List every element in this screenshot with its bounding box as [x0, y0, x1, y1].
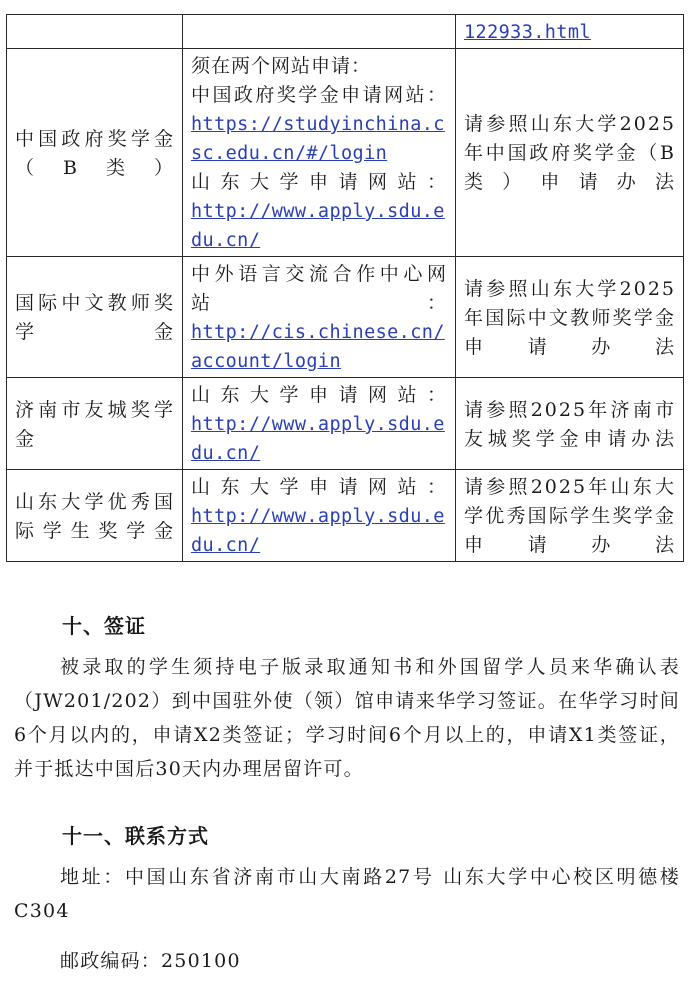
table-cell — [456, 15, 684, 49]
note-text: 请参照2025年山东大学优秀国际学生奖学金申请办法 — [464, 476, 676, 556]
table-row — [7, 49, 684, 257]
application-link[interactable]: 122933.html — [464, 22, 591, 43]
contact-heading: 十一、联系方式 — [62, 824, 209, 848]
address-text: 地址：中国山东省济南市山大南路27号 山东大学中心校区明德楼C304 — [14, 866, 680, 922]
note-text: 请参照2025年济南市友城奖学金申请办法 — [464, 398, 676, 450]
visa-text: 被录取的学生须持电子版录取通知书和外国留学人员来华确认表（JW201/202）到中国驻外使（领）馆申请来华学习签证。在华学习时间6个月以内的，申请X2类签证；学习时间6个月以上的，申请X1类签证，并于抵达中国后30天内办理居留许可。 — [14, 656, 680, 780]
apply-text: 中国政府奖学金申请网站： — [191, 84, 448, 106]
apply-text: 须在两个网站申请： — [191, 55, 372, 77]
note-cell — [456, 378, 684, 470]
visa-paragraph — [14, 650, 680, 786]
note-cell — [456, 49, 684, 257]
scholarship-name-cell — [7, 470, 183, 562]
contact-postcode — [14, 944, 680, 978]
table-row — [7, 257, 684, 378]
note-cell — [456, 257, 684, 378]
scholarship-name: 国际中文教师奖学金 — [15, 292, 175, 343]
note-text: 请参照山东大学2025年中国政府奖学金（B类）申请办法 — [464, 113, 676, 193]
application-link[interactable]: http://cis.chinese.cn/account/login — [191, 322, 445, 372]
apply-text: 山东大学申请网站： — [191, 171, 448, 193]
apply-text: 山东大学申请网站： — [191, 476, 448, 498]
contact-address — [14, 860, 680, 928]
scholarship-name: 中国政府奖学金（B类） — [15, 127, 175, 179]
visa-heading: 十、签证 — [62, 614, 146, 638]
scholarship-name: 山东大学优秀国际学生奖学金 — [15, 490, 175, 542]
apply-cell — [183, 378, 456, 470]
scholarship-name-cell — [7, 49, 183, 257]
scholarship-name-cell — [7, 257, 183, 378]
apply-cell — [183, 257, 456, 378]
table-cell — [183, 15, 456, 49]
apply-text: 山东大学申请网站： — [191, 384, 448, 406]
scholarship-name: 济南市友城奖学金 — [15, 398, 175, 450]
table-row — [7, 15, 684, 49]
application-link[interactable]: http://www.apply.sdu.edu.cn/ — [191, 506, 445, 556]
table-cell — [7, 15, 183, 49]
application-link[interactable]: http://www.apply.sdu.edu.cn/ — [191, 201, 445, 251]
apply-cell — [183, 470, 456, 562]
apply-cell — [183, 49, 456, 257]
note-text: 请参照山东大学2025年国际中文教师奖学金申请办法 — [464, 277, 676, 358]
note-cell — [456, 470, 684, 562]
application-link[interactable]: https://studyinchina.csc.edu.cn/#/login — [191, 114, 445, 164]
table-row — [7, 378, 684, 470]
application-link[interactable]: http://www.apply.sdu.edu.cn/ — [191, 414, 445, 464]
scholarship-table — [6, 14, 684, 562]
table-row — [7, 470, 684, 562]
postcode-text: 邮政编码：250100 — [60, 950, 241, 972]
scholarship-name-cell — [7, 378, 183, 470]
apply-text: 中外语言交流合作中心网站： — [191, 263, 448, 314]
